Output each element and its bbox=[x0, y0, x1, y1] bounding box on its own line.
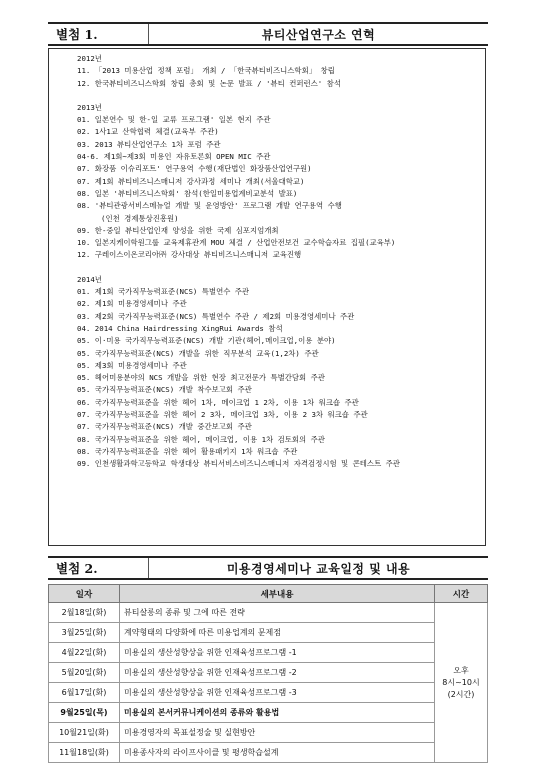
history-item: 08. 일본 '뷰티비즈니스학회' 참석(한일미용업계비교분석 발표) bbox=[77, 188, 298, 198]
history-item: 07. 제1회 뷰티비즈니스매니저 강사과정 세미나 개최(서울대학교) bbox=[77, 176, 305, 186]
schedule-row bbox=[49, 683, 488, 703]
section1-label: 별첨 1. bbox=[48, 24, 149, 44]
schedule-row bbox=[49, 723, 488, 743]
header-content: 세부내용 bbox=[120, 585, 435, 603]
history-item: 05. 헤어미용분야의 NCS 개발을 위한 현장 최고전문가 특별간담회 주관 bbox=[77, 373, 325, 383]
history-item: 02. 제1회 미용경영세미나 주관 bbox=[77, 299, 187, 309]
history-item: 03. 2013 뷰티산업연구소 1차 포럼 주관 bbox=[77, 139, 221, 149]
schedule-time-line: 8시~10시 bbox=[442, 677, 480, 687]
schedule-row bbox=[49, 743, 488, 763]
history-year: 2013년 bbox=[77, 102, 102, 112]
history-item: (인천 경제통상진흥원) bbox=[101, 213, 179, 223]
history-item: 02. 1사1교 산학협력 체결(교육부 주관) bbox=[77, 127, 219, 137]
history-item: 08. '뷰티관광서비스메뉴얼 개발 및 운영방안' 프로그램 개발 연구용역 수행 bbox=[77, 201, 342, 211]
schedule-date: 6월17일(화) bbox=[49, 683, 120, 703]
history-item: 09. 인천생활과학고등학교 학생대상 뷰티서비스비즈니스매니저 자격검정시험 및 콘테스트 주관 bbox=[77, 459, 400, 469]
schedule-row bbox=[49, 643, 488, 663]
schedule-content: 미용경영자의 목표설정술 및 실현방안 bbox=[120, 723, 435, 743]
section1-header bbox=[48, 22, 488, 46]
history-item: 05. 제3회 미용경영세미나 주관 bbox=[77, 360, 187, 370]
history-year: 2012년 bbox=[77, 54, 102, 63]
section2-title: 미용경영세미나 교육일정 및 내용 bbox=[226, 561, 411, 576]
history-item: 04-6. 제1회~제3회 미용인 자유토론회 OPEN MIC 주관 bbox=[77, 152, 271, 162]
section2-label: 별첨 2. bbox=[48, 558, 149, 578]
schedule-content: 미용실의 본서커뮤니케이션의 종류와 활용법 bbox=[120, 703, 435, 723]
history-item: 05. 국가직무능력표준(NCS) 개발을 위한 직무분석 교육(1,2차) 주관 bbox=[77, 348, 319, 358]
schedule-header-row bbox=[49, 585, 488, 603]
schedule-date: 5월20일(화) bbox=[49, 663, 120, 683]
history-item: 12. 구레이스이온코리아㈜ 강사대상 뷰티비즈니스매니저 교육진행 bbox=[77, 250, 302, 260]
header-date: 일자 bbox=[49, 585, 120, 603]
schedule-content: 미용실의 생산성향상을 위한 인재육성프로그램 -3 bbox=[120, 683, 435, 703]
history-item: 07. 국가직무능력표준을 위한 헤어 2 3차, 메이크업 3차, 이용 2 3차 워크숍 주관 bbox=[77, 410, 368, 420]
schedule-content: 미용실의 생산성향상을 위한 인재육성프로그램 -2 bbox=[120, 663, 435, 683]
schedule-time bbox=[435, 603, 488, 763]
schedule-date: 10월21일(화) bbox=[49, 723, 120, 743]
history-item: 04. 2014 China Hairdressing XingRui Awards 참석 bbox=[77, 323, 283, 333]
history-item: 06. 국가직무능력표준을 위한 헤어 1차, 메이크업 1 2차, 이용 1차 워크숍 주관 bbox=[77, 397, 359, 407]
schedule-row bbox=[49, 603, 488, 623]
history-item: 07. 국가직무능력표준(NCS) 개발 중간보고회 주관 bbox=[77, 422, 252, 432]
schedule-content: 계약형태의 다양화에 따른 미용업계의 문제점 bbox=[120, 623, 435, 643]
schedule-date: 2월18일(화) bbox=[49, 603, 120, 623]
history-item: 08. 국가직무능력표준을 위한 헤어 활용패키지 1차 워크숍 주관 bbox=[77, 446, 298, 456]
year-gap bbox=[77, 90, 485, 102]
schedule-row bbox=[49, 663, 488, 683]
history-year: 2014년 bbox=[77, 274, 102, 284]
history-item: 08. 국가직무능력표준을 위한 헤어, 메이크업, 이용 1차 검토회의 주관 bbox=[77, 434, 325, 444]
schedule-table bbox=[48, 584, 488, 763]
schedule-time-line: 오후 bbox=[453, 665, 469, 675]
year-gap bbox=[77, 262, 485, 274]
history-item: 09. 한-중일 뷰티산업인재 양성을 위한 국제 심포지엄개최 bbox=[77, 225, 279, 235]
schedule-time-line: (2시간) bbox=[447, 689, 475, 699]
schedule-row bbox=[49, 623, 488, 643]
schedule-date: 9월25일(목) bbox=[49, 703, 120, 723]
section1-title: 뷰티산업연구소 연혁 bbox=[261, 27, 376, 42]
history-item: 03. 제2회 국가직무능력표준(NCS) 특별연수 주관 / 제2회 미용경영세미나 주관 bbox=[77, 311, 355, 321]
history-item: 12. 한국뷰티비즈니스학회 창립 총회 및 논문 발표 / '뷰티 컨퍼런스' 참석 bbox=[77, 78, 341, 88]
schedule-content: 미용실의 생산성향상을 위한 인재육성프로그램 -1 bbox=[120, 643, 435, 663]
schedule-row bbox=[49, 703, 488, 723]
schedule-date: 11월18일(화) bbox=[49, 743, 120, 763]
schedule-date: 3월25일(화) bbox=[49, 623, 120, 643]
schedule-date: 4월22일(화) bbox=[49, 643, 120, 663]
history-item: 10. 일본지케이학원그룹 교육제휴관계 MOU 체결 / 산업안전보건 교수학습자료 집필(교육부) bbox=[77, 238, 396, 248]
history-item: 05. 국가직무능력표준(NCS) 개발 착수보고회 주관 bbox=[77, 385, 252, 395]
schedule-content: 미용종사자의 라이프사이클 및 평생학습설계 bbox=[120, 743, 435, 763]
schedule-content: 뷰티살롱의 종류 및 그에 따른 전략 bbox=[120, 603, 435, 623]
history-item: 11. 「2013 미용산업 정책 포럼」 개최 / 「한국뷰티비즈니스학회」 창립 bbox=[77, 66, 335, 76]
section2-header bbox=[48, 556, 488, 580]
history-item: 05. 이·미용 국가직무능력표준(NCS) 개발 기관(헤어,메이크업,이용 분야) bbox=[77, 336, 336, 346]
header-time: 시간 bbox=[435, 585, 488, 603]
history-item: 01. 제1회 국가직무능력표준(NCS) 특별연수 주관 bbox=[77, 287, 250, 297]
history-item: 07. 화장품 이슈리포트' 연구용역 수행(재단법인 화장품산업연구원) bbox=[77, 164, 312, 174]
history-box bbox=[48, 48, 486, 546]
history-item: 01. 일본연수 및 한-일 교류 프로그램' 일본 현지 주관 bbox=[77, 115, 271, 125]
